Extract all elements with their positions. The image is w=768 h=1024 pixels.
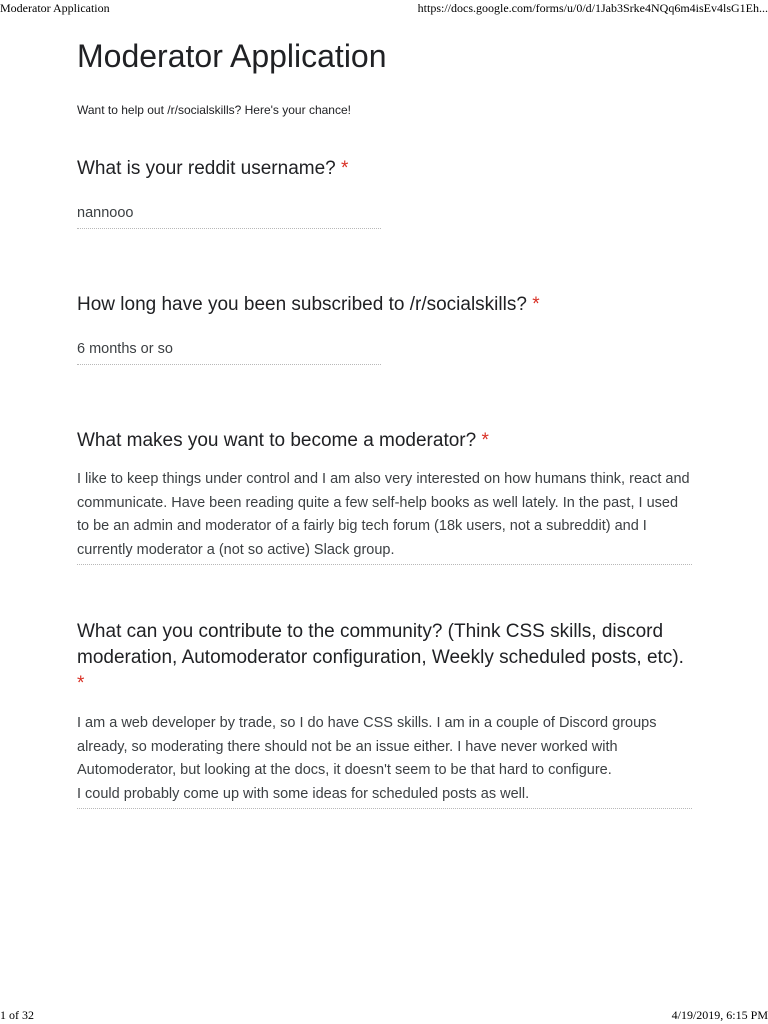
print-datetime: 4/19/2019, 6:15 PM [671,1008,768,1022]
question-subscribed-duration [77,292,692,365]
form-description: Want to help out /r/socialskills? Here's your chance! [77,103,351,117]
print-footer [0,1008,768,1023]
print-header [0,1,768,16]
print-header-url: https://docs.google.com/forms/u/0/d/1Jab3Srke4NQq6m4isEv4lsG1Eh... [417,1,768,15]
answer-contribution-field[interactable] [77,712,692,809]
question-title: What is your reddit username? * [77,158,349,179]
answer-paragraph: I could probably come up with some ideas for scheduled posts as well. [77,785,530,802]
question-motivation [77,428,692,565]
required-asterisk: * [77,673,85,694]
question-username [77,156,692,229]
answer-subscribed-duration-field[interactable]: 6 months or so [77,338,381,365]
required-asterisk: * [481,430,489,451]
question-title: How long have you been subscribed to /r/socialskills? * [77,294,540,315]
form-title: Moderator Application [77,38,387,74]
required-asterisk: * [532,294,540,315]
print-header-title: Moderator Application [0,1,110,15]
required-asterisk: * [341,158,349,179]
answer-motivation-field[interactable]: I like to keep things under control and I am also very interested on how humans think, react and communicate. Have been reading quite a few self-help books as well lately. In the past, I used to be an admin and moderator of a fairly big tech forum (18k users, not a subreddit) and I currently moderator a (not so active) Slack group. [77,468,692,565]
question-title: What can you contribute to the community? (Think CSS skills, discord moderation, Automoderator configuration, Weekly scheduled posts, etc). * [77,621,684,694]
page-count: 1 of 32 [0,1008,34,1022]
answer-paragraph: I am a web developer by trade, so I do have CSS skills. I am in a couple of Discord groups already, so moderating there should not be an issue either. I have never worked with Automoderator, but looking at the docs, it doesn't seem to be that hard to configure. [77,715,657,778]
question-contribution [77,619,692,809]
answer-username-field[interactable]: nannooo [77,202,381,229]
question-title: What makes you want to become a moderator? * [77,430,489,451]
